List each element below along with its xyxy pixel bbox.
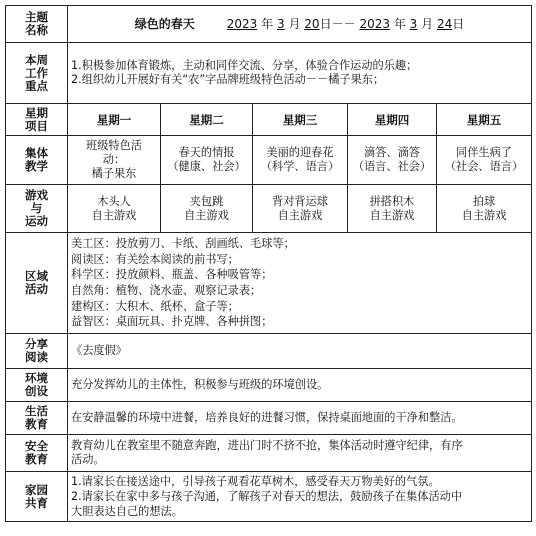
games-label: 游戏 与 运动 <box>6 185 68 233</box>
area-item: 科学区：投放颜料、瓶盖、各种吸管等； <box>71 268 273 282</box>
environment-label: 环境 创设 <box>6 369 68 402</box>
game-cell-thursday: 拼搭积木 自主游戏 <box>348 185 437 233</box>
areas-row <box>6 233 532 334</box>
teaching-cell-wednesday: 美丽的迎春花 （科学、语言） <box>253 136 348 185</box>
start-month: 3 <box>276 17 285 31</box>
theme-label: 主题 名称 <box>6 6 68 43</box>
day-tuesday: 星期二 <box>161 104 253 136</box>
area-item: 益智区：桌面玩具、扑克牌、各种拼图； <box>71 315 273 329</box>
sharing-label: 分享 阅读 <box>6 334 68 369</box>
end-day: 24 <box>436 17 453 31</box>
home-row <box>6 472 532 522</box>
areas-label: 区域 活动 <box>6 233 68 334</box>
day-friday: 星期五 <box>437 104 532 136</box>
area-item: 自然角：植物、浇水壶、观察记录表； <box>71 284 262 297</box>
teaching-cell-tuesday: 春天的情报 （健康、社会） <box>161 136 253 185</box>
life-row <box>6 402 532 435</box>
focus-label: 本周 工作 重点 <box>6 43 68 104</box>
weekday-label: 星期 项目 <box>6 104 68 136</box>
teaching-cell-monday: 班级特色活 动： 橘子果东 <box>68 136 161 185</box>
game-cell-monday: 木头人 自主游戏 <box>68 185 161 233</box>
end-month: 3 <box>409 17 418 31</box>
theme-row <box>6 6 532 43</box>
theme-title: 绿色的春天 <box>134 17 195 31</box>
area-item: 美工区：投放剪刀、卡纸、刮画纸、毛球等； <box>71 237 295 251</box>
area-item: 阅读区：有关绘本阅读的前书写； <box>71 252 239 266</box>
weekly-plan-table <box>5 5 532 522</box>
game-cell-wednesday: 背对背运球 自主游戏 <box>253 185 348 233</box>
day-monday: 星期一 <box>68 104 161 136</box>
group-teaching-row <box>6 136 532 185</box>
environment-text: 充分发挥幼儿的主体性，积极参与班级的环境创设。 <box>68 369 532 402</box>
day-wednesday: 星期三 <box>253 104 348 136</box>
life-text: 在安静温馨的环境中进餐，培养良好的进餐习惯，保持桌面地面的干净和整洁。 <box>68 402 532 435</box>
start-day: 20 <box>304 17 320 31</box>
date-separator: －－ <box>331 17 356 31</box>
game-cell-tuesday: 夹包跳 自主游戏 <box>161 185 253 233</box>
focus-item: 2.组织幼儿开展好有关“农”字品牌班级特色活动－－橘子果东； <box>71 73 385 86</box>
sharing-row <box>6 334 532 369</box>
focus-content <box>68 43 532 104</box>
safety-row <box>6 435 532 472</box>
environment-row <box>6 369 532 402</box>
start-year: 2023 <box>226 17 258 31</box>
teaching-cell-friday: 同伴生病了 （社会、语言） <box>437 136 532 185</box>
group-teaching-label: 集体 教学 <box>6 136 68 185</box>
home-content: 1.请家长在接送途中，引导孩子观看花草树木，感受春天万物美好的气氛。 2.请家长在家中多与孩子沟通，了解孩子对春天的想法，鼓励孩子在集体活动中 大胆表达自己的想法。 <box>68 472 532 522</box>
life-label: 生活 教育 <box>6 402 68 435</box>
home-label: 家园 共育 <box>6 472 68 522</box>
areas-content <box>68 233 532 334</box>
theme-title-cell: 绿色的春天 2023 年 3 月 20日－－ 2023 年 3 月 24日 <box>68 6 532 43</box>
weekday-row <box>6 104 532 136</box>
end-year: 2023 <box>359 17 390 31</box>
focus-row <box>6 43 532 104</box>
safety-content: 教育幼儿在教室里不随意奔跑，进出门时不挤不抢，集体活动时遵守纪律，有序 活动。 <box>68 435 532 472</box>
teaching-cell-thursday: 滴答、滴答 （语言、社会） <box>348 136 437 185</box>
safety-label: 安全 教育 <box>6 435 68 472</box>
day-thursday: 星期四 <box>348 104 437 136</box>
game-cell-friday: 拍球 自主游戏 <box>437 185 532 233</box>
games-row <box>6 185 532 233</box>
focus-item: 1.积极参加体育锻炼，主动和同伴交流、分享，体验合作运动的乐趣； <box>71 58 418 72</box>
sharing-book: 《去度假》 <box>68 334 532 369</box>
area-item: 建构区：大积木、纸杯、盒子等； <box>71 299 239 313</box>
